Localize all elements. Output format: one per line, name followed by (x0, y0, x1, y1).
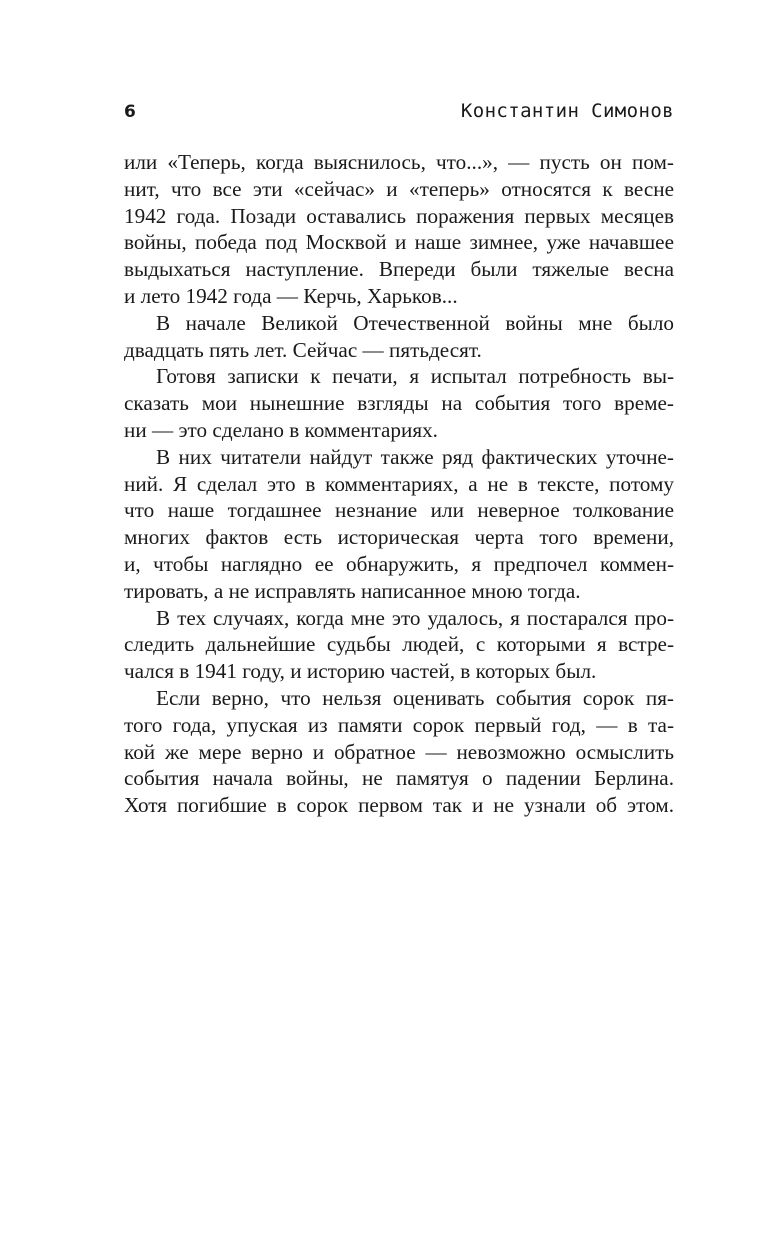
running-head-author: Константин Симонов (460, 100, 674, 122)
body-text (124, 149, 674, 819)
paragraph (124, 149, 674, 310)
text-line: В них читатели найдут также ряд фактических уточне- (156, 444, 674, 469)
text-line: 1942 года. Позади оставались поражения первых месяцев (124, 203, 674, 228)
paragraph (124, 363, 674, 443)
text-line: что наше тогдашнее незнание или неверное толкование (124, 498, 674, 523)
text-line: и, чтобы наглядно ее обнаружить, я предпочел коммен- (124, 551, 674, 576)
text-line: войны, победа под Москвой и наше зимнее, уже начавшее (124, 230, 674, 255)
text-line: тировать, а не исправлять написанное мною тогда. (124, 578, 581, 603)
text-line: чался в 1941 году, и историю частей, в которых был. (124, 659, 597, 684)
text-line: Если верно, что нельзя оценивать события сорок пя- (156, 685, 674, 710)
text-line: Хотя погибшие в сорок первом так и не узнали об этом. (124, 793, 674, 818)
text-line: многих фактов есть историческая черта того времени, (124, 525, 674, 550)
text-line: В тех случаях, когда мне это удалось, я постарался про- (156, 605, 674, 630)
text-line: двадцать пять лет. Сейчас — пятьдесят. (124, 337, 482, 362)
text-line: ний. Я сделал это в комментариях, а не в тексте, потому (124, 471, 674, 496)
text-line: В начале Великой Отечественной войны мне было (156, 310, 674, 335)
paragraph (124, 605, 674, 685)
paragraph (124, 310, 674, 364)
text-line: кой же мере верно и обратное — невозможно осмыслить (124, 739, 674, 764)
text-line: события начала войны, не памятуя о падении Берлина. (124, 766, 674, 791)
text-line: выдыхаться наступление. Впереди были тяжелые весна (124, 257, 674, 282)
text-line: ни — это сделано в комментариях. (124, 417, 438, 442)
text-line: того года, упуская из памяти сорок первый год, — в та- (124, 712, 674, 737)
text-line: и лето 1942 года — Керчь, Харьков... (124, 283, 458, 308)
text-line: сказать мои нынешние взгляды на события того време- (124, 391, 674, 416)
page-number: 6 (124, 102, 136, 122)
paragraph (124, 444, 674, 605)
text-line: или «Теперь, когда выяснилось, что...», — пусть он пом- (124, 150, 674, 174)
running-head (124, 96, 674, 130)
text-line: нит, что все эти «сейчас» и «теперь» относятся к весне (124, 176, 674, 201)
text-line: следить дальнейшие судьбы людей, с которыми я встре- (124, 632, 674, 657)
paragraph (124, 685, 674, 819)
text-line: Готовя записки к печати, я испытал потребность вы- (156, 364, 674, 389)
